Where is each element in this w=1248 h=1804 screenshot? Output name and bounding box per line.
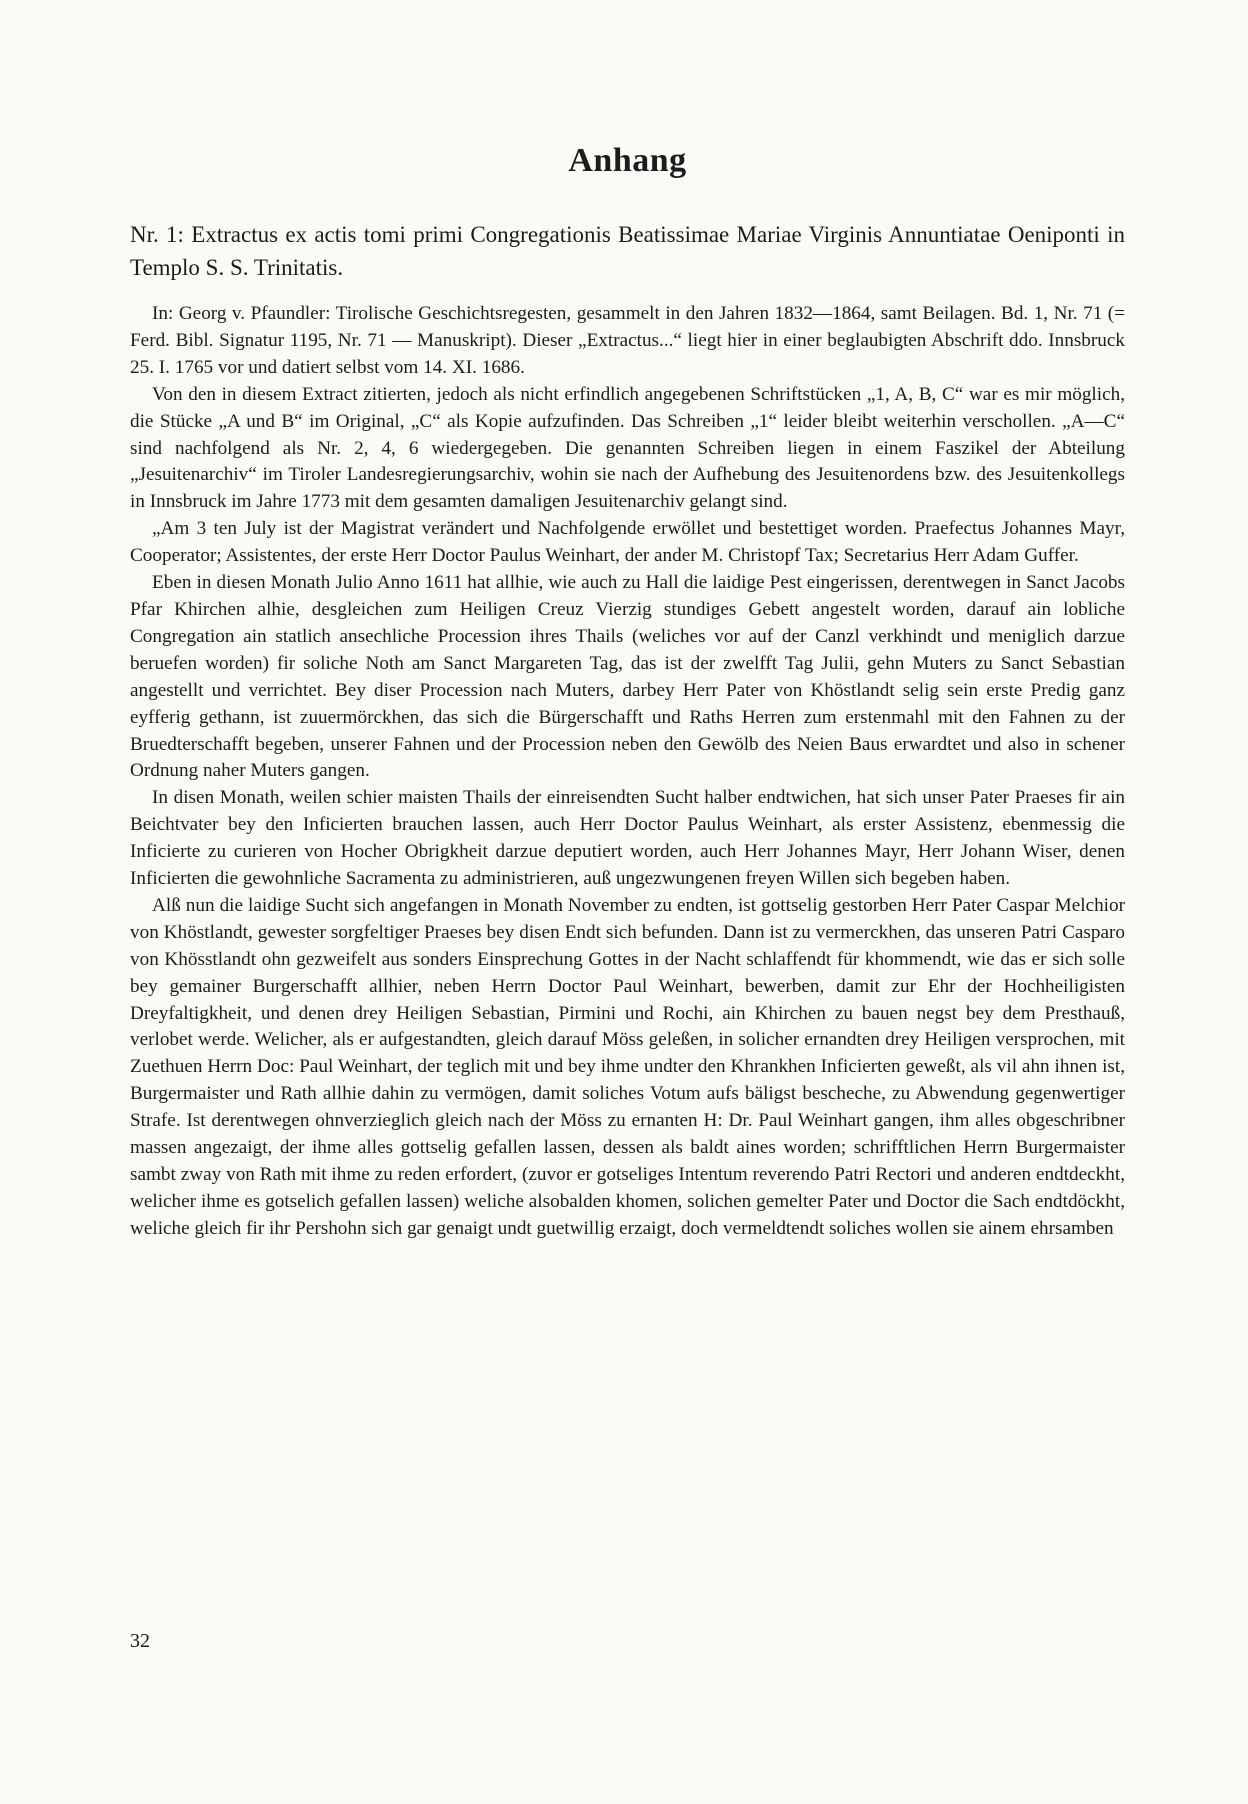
paragraph-monath: In disen Monath, weilen schier maisten Thails der einreisendten Sucht halber endtwichen, hat sich unser Pater Praeses fir ain Beichtvater bey den Inficierten brauchen lassen, auch Herr Doctor Paulus Weinhart, als erster Assistenz, ebenmessig die Inficierte zu curieren von Hocher Obrigkheit darzue deputiert worden, auch Herr Johannes Mayr, Herr Johann Wiser, denen Inficierten die gewohnliche Sacramenta zu administrieren, auß ungezwungenen freyen Willen sich begeben haben. bbox=[130, 787, 1125, 890]
page-number: 32 bbox=[130, 1630, 150, 1652]
paragraph-magistrat: „Am 3 ten July ist der Magistrat verändert und Nachfolgende erwöllet und bestettiget worden. Praefectus Johannes Mayr, Cooperator; Assistentes, der erste Herr Doctor Paulus Weinhart, der ander M. Christopf Tax; Secretarius Herr Adam Guffer. bbox=[130, 518, 1125, 567]
document-heading: Nr. 1: Extractus ex actis tomi primi Congregationis Beatissimae Mariae Virginis Annuntiatae Oeniponti in Templo S. S. Trinitatis. bbox=[130, 222, 1125, 280]
paragraph-sucht: Alß nun die laidige Sucht sich angefangen in Monath November zu endten, ist gottselig gestorben Herr Pater Caspar Melchior von Khöstlandt, gewester sorgfeltiger Praeses bey disen Endt sich befunden. Dann ist zu vermerckhen, das unseren Patri Casparo von Khösstlandt ohn gezweifelt aus sonders Einsprechung Gottes in der Nacht schlaffendt für khommendt, wie das er sich solle bey gemainer Burgerschafft allhier, neben Herrn Doctor Paul Weinhart, bewerben, damit zur Ehr der Hochheiligisten Dreyfaltigkheit, und denen drey Heiligen Sebastian, Pirmini und Rochi, ain Khirchen zu bauen negst bey dem Presthauß, verlobet werde. Welicher, als er aufgestandten, gleich darauf Möss geleßen, in solicher ernandten drey Heiligen versprochen, mit Zuethuen Herrn Doc: Paul Weinhart, der teglich mit und bey ihme undter den Khrankhen Inficierten geweßt, als vil ahn ihnen ist, Burgermaister und Rath allhie dahin zu vermögen, damit soliches Votum aufs bäligst bescheche, zu Abwendung gegenwertiger Strafe. Ist derentwegen ohnverzieglich gleich nach der Möss zu ernanten H: Dr. Paul Weinhart gangen, ihm alles obgeschribner massen angezaigt, der ihme alles gottselig gefallen lassen, dessen als baldt aines worden; schrifftlichen Herrn Burgermaister sambt zway von Rath mit ihme zu reden erfordert, (zuvor er gotseliges Intentum reverendo Patri Rectori und anderen endtdeckht, welicher ihme es gotselich gefallen lassen) weliche alsobalden khomen, solichen gemelter Pater und Doctor die Sach endtdöckht, weliche gleich fir ihr Pershohn sich gar genaigt undt guetwillig erzaigt, doch vermeldtendt soliches wollen sie ainem ehrsamben bbox=[130, 894, 1125, 1239]
paragraph-pest: Eben in diesen Monath Julio Anno 1611 hat allhie, wie auch zu Hall die laidige Pest eingerissen, derentwegen in Sanct Jacobs Pfar Khirchen alhie, desgleichen zum Heiligen Creuz Vierzig stundiges Gebett angestelt worden, darauf ain lobliche Congregation ain statlich ansechliche Procession ihres Thails (weliches vor auf der Canzl verkhindt und meniglich darzue beruefen worden) fir soliche Noth am Sanct Margareten Tag, das ist der zwelfft Tag Julii, gehn Muters zu Sanct Sebastian angestellt und verrichtet. Bey diser Procession nach Muters, darbey Herr Pater von Khöstlandt selig sein erste Predig ganz eyfferig gethann, ist zuuermörckhen, das sich die Bürgerschafft und Raths Herren zum erstenmahl mit den Fahnen zu der Bruedterschafft begeben, unserer Fahnen und der Procession neben den Gewölb des Neien Baus erwardtet und also in schener Ordnung naher Muters gangen. bbox=[130, 572, 1125, 782]
paragraph-source: In: Georg v. Pfaundler: Tirolische Geschichtsregesten, gesammelt in den Jahren 1832—1864, samt Beilagen. Bd. 1, Nr. 71 (= Ferd. Bibl. Signatur 1195, Nr. 71 — Manuskript). Dieser „Extractus...“ liegt hier in einer beglaubigten Abschrift ddo. Innsbruck 25. I. 1765 vor und datiert selbst vom 14. XI. 1686. bbox=[130, 303, 1125, 378]
body-text bbox=[130, 301, 1125, 1243]
page-title: Anhang bbox=[568, 142, 687, 179]
paragraph-documents: Von den in diesem Extract zitierten, jedoch als nicht erfindlich angegebenen Schriftstücken „1, A, B, C“ war es mir möglich, die Stücke „A und B“ im Original, „C“ als Kopie aufzufinden. Das Schreiben „1“ leider bleibt weiterhin verschollen. „A—C“ sind nachfolgend als Nr. 2, 4, 6 wiedergegeben. Die genannten Schreiben liegen in einem Faszikel der Abteilung „Jesuitenarchiv“ im Tiroler Landesregierungsarchiv, wohin sie nach der Aufhebung des Jesuitenordens bzw. des Jesuitenkollegs in Innsbruck im Jahre 1773 mit dem gesamten damaligen Jesuitenarchiv gelangt sind. bbox=[130, 383, 1125, 513]
